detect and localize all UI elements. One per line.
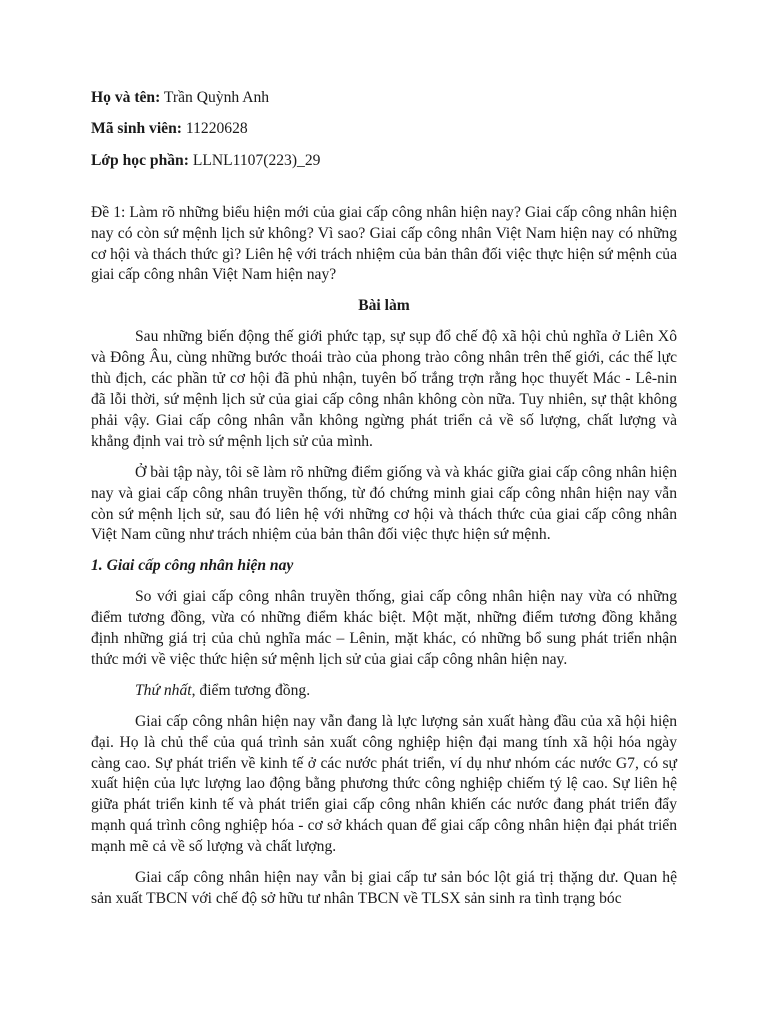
first-point-label: Thứ nhất <box>135 681 192 699</box>
student-id-line <box>91 119 677 140</box>
document-page <box>91 88 677 920</box>
student-id-value: 11220628 <box>185 120 248 138</box>
student-name-line <box>91 88 677 109</box>
first-point-rest: , điểm tương đồng. <box>191 681 311 699</box>
student-id-label: Mã sinh viên: <box>91 120 182 138</box>
section-paragraph: Giai cấp công nhân hiện nay vẫn bị giai cấp tư sản bóc lột giá trị thặng dư. Quan hệ sản xuất TBCN với chế độ sở hữu tư nhân TBCN về TLSX sản sinh ra tình trạng bóc <box>91 869 677 907</box>
student-name-label: Họ và tên: <box>91 89 161 106</box>
student-name-value: Trần Quỳnh Anh <box>163 89 270 106</box>
assignment-question: Đề 1: Làm rõ những biểu hiện mới của giai cấp công nhân hiện nay? Giai cấp công nhân hiện nay có còn sứ mệnh lịch sử không? Vì sao? Giai cấp công nhân Việt Nam hiện nay có những cơ hội và thách thức gì? Liên hệ với trách nhiệm của bản thân đối việc thực hiện sứ mệnh của giai cấp công nhân Việt Nam hiện nay? <box>91 203 677 284</box>
essay-heading: Bài làm <box>358 297 410 315</box>
section-title: 1. Giai cấp công nhân hiện nay <box>91 557 294 575</box>
section-paragraph: So với giai cấp công nhân truyền thống, giai cấp công nhân hiện nay vừa có những điểm tương đồng, vừa có những điểm khác biệt. Một mặt, những điểm tương đồng khẳng định những giá trị của chủ nghĩa mác – Lênin, mặt khác, có những bổ sung phát triển nhận thức mới về việc thức hiện sứ mệnh lịch sử của giai cấp công nhân hiện nay. <box>91 588 677 668</box>
intro-paragraph: Ở bài tập này, tôi sẽ làm rõ những điểm giống và và khác giữa giai cấp công nhân hiện nay và giai cấp công nhân truyền thống, từ đó chứng minh giai cấp công nhân hiện nay vẫn còn sứ mệnh lịch sử, sau đó liên hệ với những cơ hội và thách thức của giai cấp công nhân Việt Nam cũng như trách nhiệm của bản thân đối việc thực hiện sứ mệnh. <box>91 463 677 544</box>
first-point-line <box>91 681 677 702</box>
intro-paragraph: Sau những biến động thế giới phức tạp, sự sụp đổ chế độ xã hội chủ nghĩa ở Liên Xô và Đông Âu, cùng những bước thoái trào của phong trào công nhân trên thế giới, các thế lực thù địch, các phần tử cơ hội đã phủ nhận, tuyên bố trắng trợn rằng học thuyết Mác - Lê-nin đã lỗi thời, sứ mệnh lịch sử của giai cấp công nhân không còn nữa. Tuy nhiên, sự thật không phải vậy. Giai cấp công nhân vẫn không ngừng phát triển cả về số lượng, chất lượng và khẳng định vai trò sứ mệnh lịch sử của mình. <box>91 328 677 450</box>
section-paragraph: Giai cấp công nhân hiện nay vẫn đang là lực lượng sản xuất hàng đầu của xã hội hiện đại. Họ là chủ thể của quá trình sản xuất công nghiệp hiện đại mang tính xã hội hóa ngày càng cao. Sự phát triển về kinh tế ở các nước phát triển, ví dụ như nhóm các nước G7, có sự xuất hiện của lực lượng lao động bằng phương thức công nghiệp chiếm tý lệ cao. Sự liên hệ giữa phát triển kinh tế và phát triển giai cấp công nhân khiến các nước đang phát triển đẩy mạnh quá trình công nghiệp hóa - cơ sở khách quan để giai cấp công nhân hiện đại phát triển mạnh mẽ cả về số lượng và chất lượng. <box>91 712 677 856</box>
class-label: Lớp học phần: <box>91 151 189 169</box>
class-value: LLNL1107(223)_29 <box>192 151 321 169</box>
class-line <box>91 151 677 172</box>
